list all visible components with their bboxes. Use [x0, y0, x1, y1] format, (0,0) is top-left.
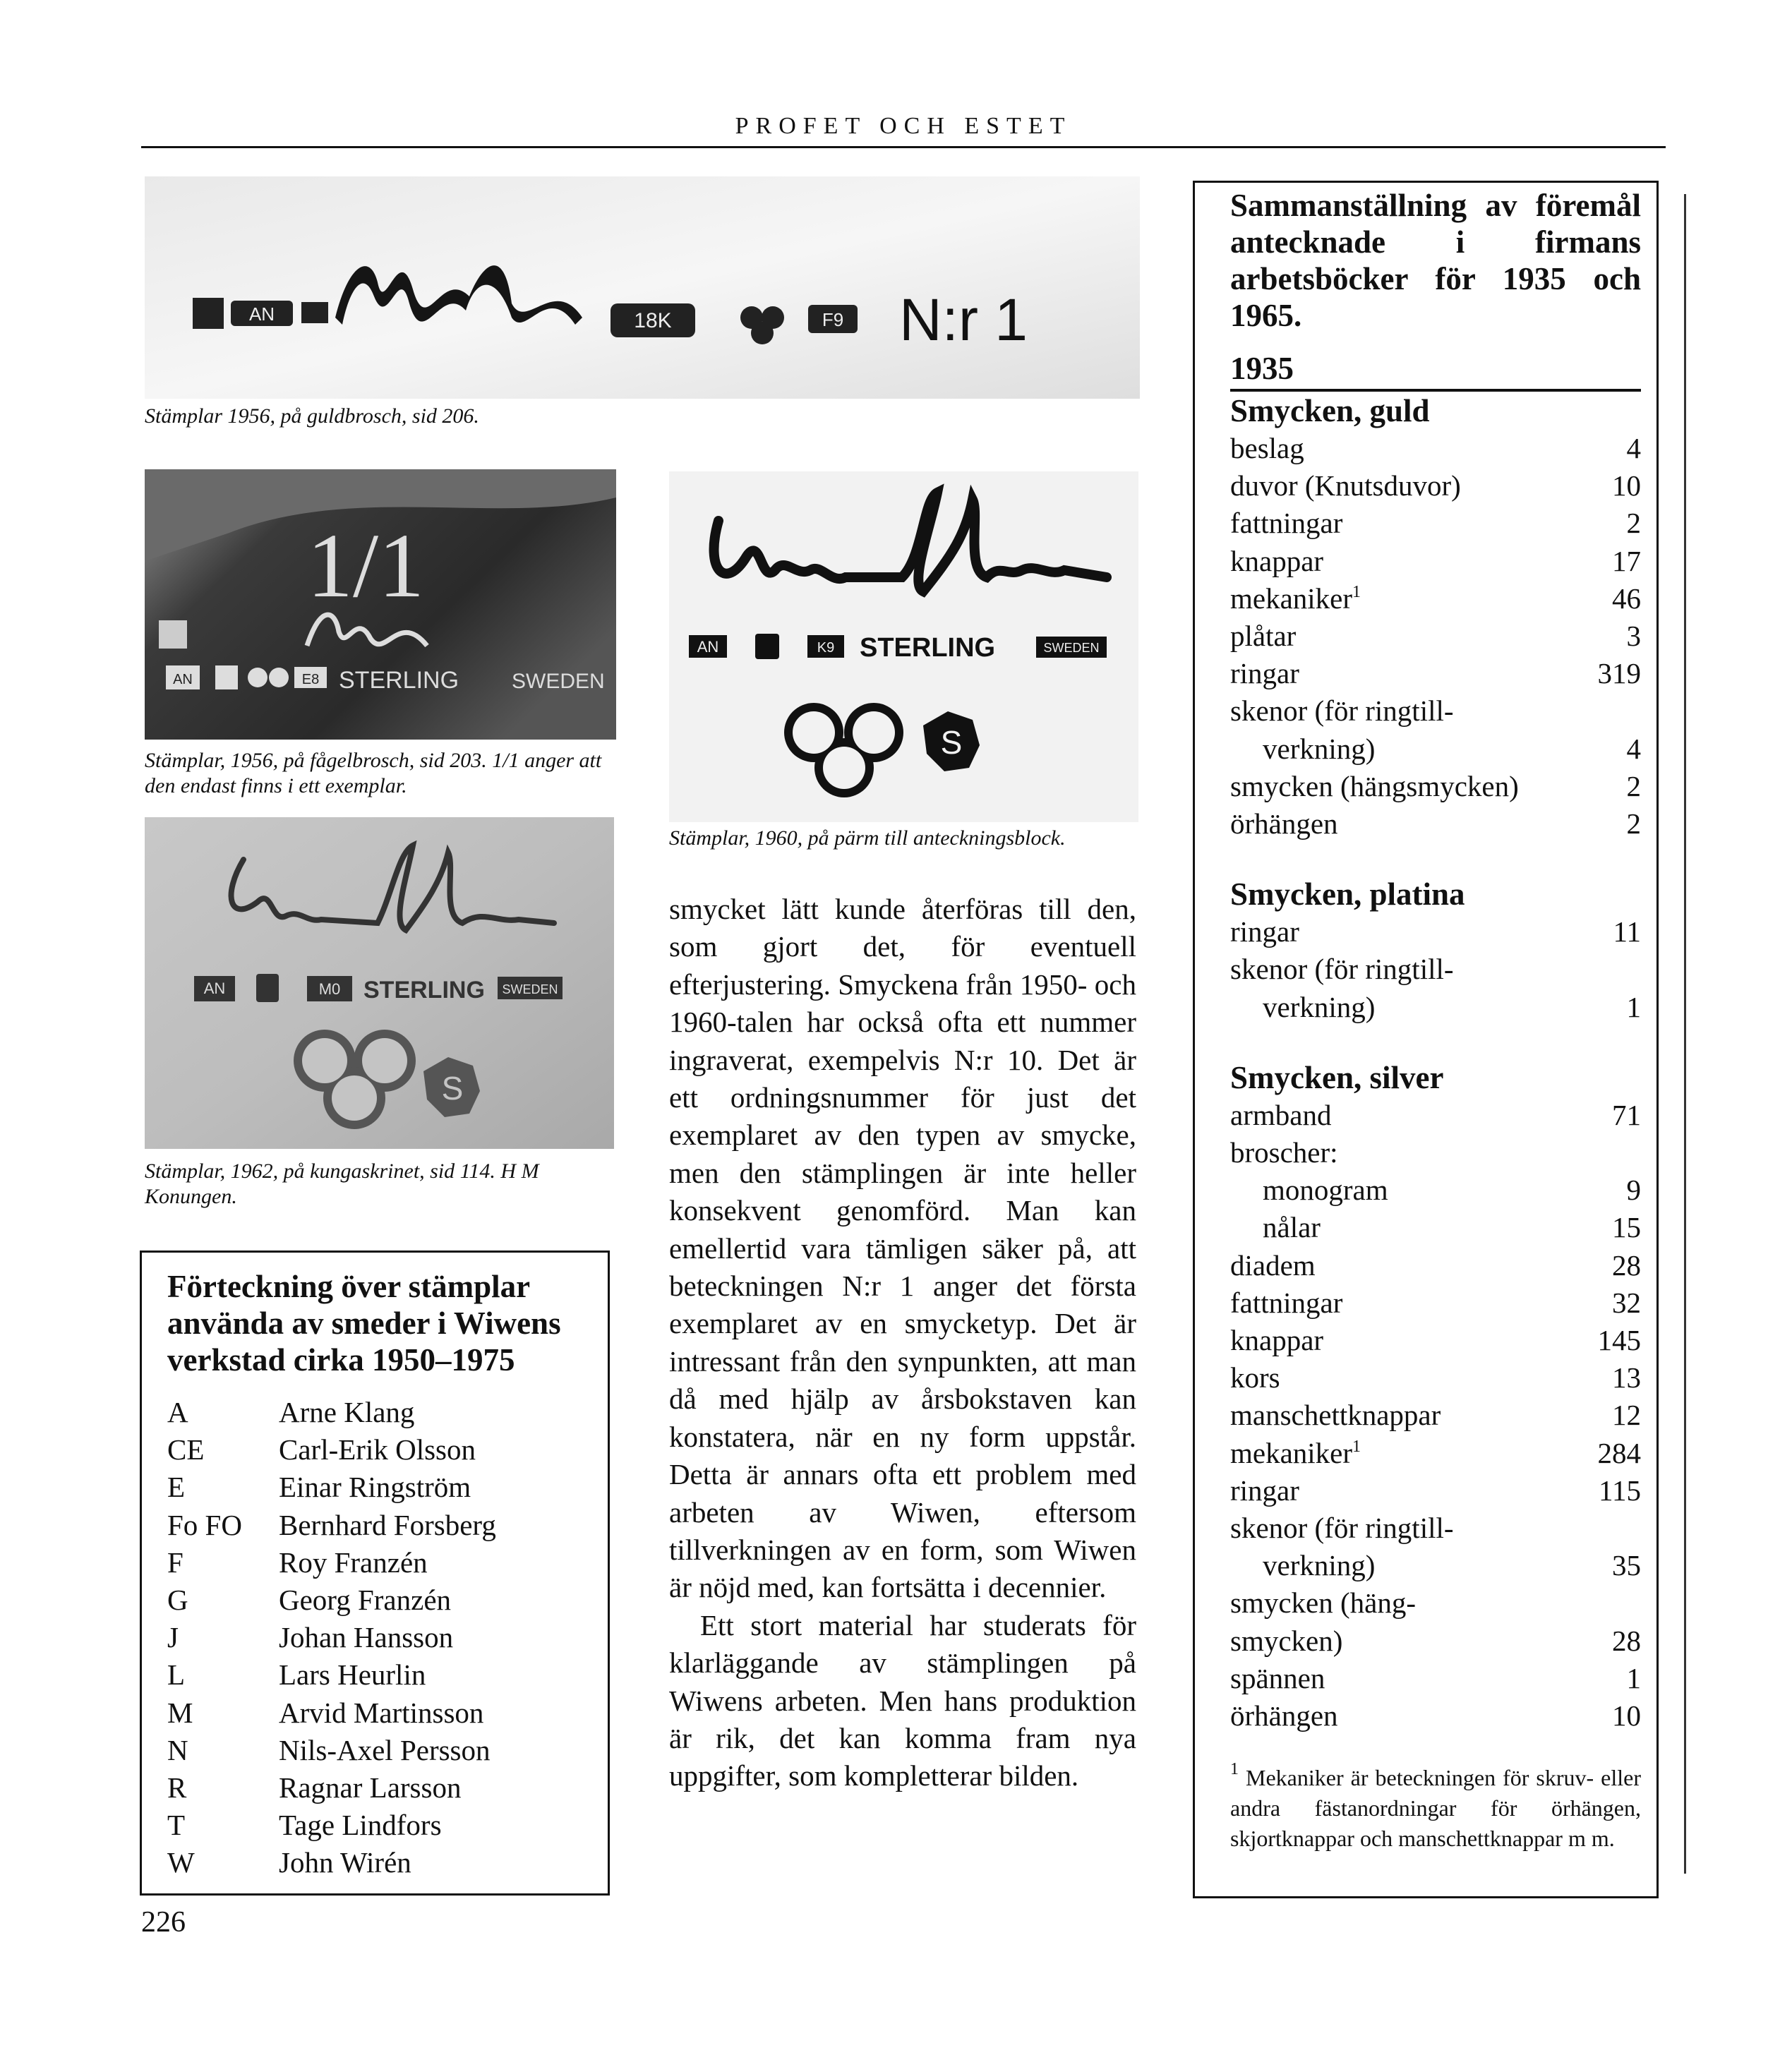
footnote-mark: 1 [1230, 1760, 1239, 1779]
item-count: 145 [1597, 1324, 1641, 1357]
item-label [1230, 989, 1375, 1026]
photo2-fraction: 1/1 [307, 515, 425, 617]
item-label [1230, 1134, 1338, 1171]
photo4-mark-an: AN [203, 980, 226, 997]
item-label-text: manschettknappar [1230, 1399, 1441, 1432]
photo3-mark-an: AN [697, 638, 719, 656]
maker-mark-row [167, 1507, 608, 1544]
maker-mark-row [167, 1769, 608, 1807]
table-row [1230, 1209, 1641, 1246]
table-row [1230, 951, 1641, 988]
item-label [1230, 655, 1299, 692]
item-count: 2 [1626, 769, 1641, 802]
caption-photo-2: Stämplar, 1956, på fågelbrosch, sid 203. 1/1 anger att den endast finns i ett exemplar. [145, 749, 602, 797]
table-row [1230, 655, 1641, 692]
item-label-text: knappar [1230, 1324, 1324, 1357]
maker-mark-row [167, 1469, 608, 1506]
item-count: 12 [1612, 1399, 1641, 1432]
photo-hallmarks-bird-brooch [145, 469, 616, 740]
maker-mark-row [167, 1544, 608, 1581]
item-label [1230, 805, 1338, 843]
item-count: 35 [1612, 1549, 1641, 1582]
photo1-mark-f9: F9 [822, 309, 844, 330]
maker-name: Georg Franzén [279, 1584, 452, 1617]
body-text [669, 891, 1136, 1795]
item-label-text: smycken (hängsmycken) [1230, 769, 1519, 802]
footnote-text: Mekaniker är beteckningen för skruv- eller andra fästanordningar för örhängen, skjortknappar och manschettknappar m m. [1230, 1765, 1642, 1852]
photo3-mark-sweden: SWEDEN [1043, 641, 1100, 655]
table-row [1230, 1322, 1641, 1359]
item-label [1230, 1171, 1388, 1209]
maker-name: Ragnar Larsson [279, 1771, 462, 1804]
maker-mark-row [167, 1431, 608, 1469]
maker-mark-row [167, 1807, 608, 1844]
svg-text:S: S [441, 1070, 464, 1107]
item-label-text: kors [1230, 1361, 1280, 1394]
item-label-text: smycken) [1230, 1624, 1343, 1657]
maker-marks-list [167, 1394, 608, 1882]
bird-brooch-illustration [145, 469, 616, 740]
inventory-table-box [1193, 181, 1659, 1898]
item-label-text: plåtar [1230, 620, 1297, 653]
item-label [1230, 1397, 1441, 1434]
table-row [1230, 768, 1641, 805]
maker-mark-code: F [167, 1545, 184, 1579]
table-row [1230, 730, 1641, 768]
maker-mark-code: L [167, 1658, 186, 1692]
item-label-text: broscher: [1230, 1136, 1338, 1169]
item-label-text: spännen [1230, 1661, 1325, 1694]
item-count: 13 [1612, 1361, 1641, 1394]
item-label-text: mekaniker [1230, 1436, 1353, 1469]
photo1-number-mark: N:r 1 [898, 287, 1028, 353]
item-label [1230, 1547, 1375, 1584]
maker-mark-row [167, 1694, 608, 1732]
table-row [1230, 1622, 1641, 1660]
photo-hallmarks-notebook-cover [669, 471, 1138, 822]
maker-name: Arvid Martinsson [279, 1696, 484, 1729]
photo4-mark-sweden: SWEDEN [502, 982, 558, 996]
item-count: 3 [1626, 620, 1641, 653]
footnote-ref: 1 [1352, 1437, 1361, 1456]
item-count: 2 [1626, 807, 1641, 840]
item-label [1230, 913, 1299, 951]
item-label-text: ringar [1230, 1474, 1299, 1507]
table-row [1230, 1435, 1641, 1472]
table-row [1230, 1284, 1641, 1322]
maker-mark-row [167, 1732, 608, 1769]
item-count: 4 [1626, 432, 1641, 464]
item-label [1230, 617, 1296, 655]
maker-mark-row [167, 1656, 608, 1694]
table-row [1230, 543, 1641, 580]
table-row [1230, 1397, 1641, 1434]
item-label-text: knappar [1230, 544, 1324, 577]
item-label [1230, 1247, 1316, 1284]
table-row [1230, 1660, 1641, 1697]
inventory-table-title: Sammanställning av föremål antecknade i firmans arbetsböcker för 1935 och 1965. [1230, 188, 1641, 333]
maker-mark-code: R [167, 1771, 187, 1804]
hallmark-strip-illustration [145, 176, 1140, 399]
item-count: 15 [1612, 1211, 1641, 1244]
photo3-mark-sterling: STERLING [860, 633, 996, 663]
maker-name: Bernhard Forsberg [279, 1508, 496, 1541]
body-paragraph: smycket lätt kunde återföras till den, som gjort det, för eventuell efterjustering. Smyckena från 1950- och 1960-talen har också ofta ett nummer ingraverat, exempelvis N:r 10. Det är ett ordningsnummer för just det exemplaret av den typen av smycke, men den stämplingen är inte heller konsekvent genomförd. Man kan emellertid vara tämligen säker på, att beteckningen N:r 1 anger det första exemplaret av en smycketyp. Det är intressant från den synpunkten, att man då med hjälp av årsbokstaven kan konstatera, när en ny form uppstår. Detta är annars ofta ett problem med arbeten av Wiwen, eftersom tillverkningen av en form, som Wiwen är nöjd med, kan fortsätta i decennier. [669, 893, 1136, 1604]
photo2-mark-sterling: STERLING [339, 667, 459, 694]
table-row [1230, 617, 1641, 655]
item-label [1230, 1284, 1342, 1322]
table-row [1230, 467, 1641, 505]
item-count: 284 [1597, 1436, 1641, 1469]
maker-mark-row [167, 1581, 608, 1619]
table-row [1230, 1247, 1641, 1284]
photo1-mark-an: AN [248, 303, 275, 325]
item-label [1230, 1097, 1331, 1134]
item-count: 32 [1612, 1286, 1641, 1319]
category-heading: Smycken, platina [1230, 876, 1465, 912]
item-label-text: verkning) [1263, 990, 1376, 1023]
item-label [1230, 1435, 1361, 1472]
maker-name: Carl-Erik Olsson [279, 1433, 476, 1466]
item-label-text: skenor (för ringtill- [1230, 953, 1454, 986]
maker-mark-code: T [167, 1809, 186, 1842]
item-label [1230, 1209, 1321, 1246]
item-label [1230, 1472, 1299, 1509]
table-footnote [1230, 1760, 1642, 1854]
item-count: 319 [1597, 657, 1641, 690]
photo2-mark-sweden: SWEDEN [512, 670, 605, 693]
running-head: PROFET OCH ESTET [735, 113, 1072, 139]
item-label [1230, 505, 1342, 542]
item-count: 46 [1612, 581, 1641, 615]
photo2-mark-an: AN [173, 672, 193, 687]
table-row [1230, 1509, 1641, 1547]
table-row [1230, 805, 1641, 843]
maker-mark-code: CE [167, 1433, 205, 1466]
category-heading: Smycken, guld [1230, 393, 1430, 428]
item-label-text: armband [1230, 1098, 1332, 1131]
item-label [1230, 543, 1323, 580]
header-rule [141, 146, 1666, 148]
item-count: 1 [1626, 990, 1641, 1023]
page-number: 226 [141, 1906, 186, 1939]
item-label-text: duvor (Knutsduvor) [1230, 469, 1461, 502]
maker-name: Tage Lindfors [279, 1809, 442, 1842]
maker-mark-code: G [167, 1584, 188, 1617]
table-year: 1935 [1230, 351, 1294, 386]
photo4-mark-m0: M0 [318, 980, 341, 998]
table-row [1230, 1584, 1641, 1622]
table-row [1230, 1697, 1641, 1735]
maker-name: Roy Franzén [279, 1545, 428, 1579]
item-label-text: skenor (för ringtill- [1230, 1512, 1454, 1545]
body-paragraph: Ett stort material har studerats för klarläggande av stämplingen på Wiwens arbeten. Men hans produktion är rik, det kan komma fram nya uppgifter, som kompletterar bilden. [669, 1608, 1136, 1792]
table-row [1230, 1171, 1641, 1209]
footnote-ref: 1 [1352, 582, 1361, 601]
caption-photo-3: Stämplar, 1960, på pärm till anteckningsblock. [669, 826, 1066, 850]
photo2-mark-e8: E8 [301, 672, 320, 687]
item-label [1230, 1509, 1454, 1547]
table-row [1230, 1547, 1641, 1584]
item-count: 11 [1613, 915, 1641, 948]
item-label [1230, 1660, 1325, 1697]
category-heading: Smycken, silver [1230, 1059, 1444, 1095]
item-label-text: beslag [1230, 432, 1304, 464]
item-label [1230, 768, 1519, 805]
maker-mark-code: J [167, 1621, 179, 1654]
item-label-text: skenor (för ringtill- [1230, 694, 1454, 728]
item-label-text: smycken (häng- [1230, 1586, 1416, 1620]
item-label [1230, 430, 1304, 467]
table-row [1230, 1097, 1641, 1134]
item-label-text: nålar [1263, 1211, 1321, 1244]
svg-text:S: S [940, 724, 963, 761]
photo4-mark-sterling: STERLING [363, 977, 485, 1004]
table-row [1230, 692, 1641, 730]
table-side-rule [1684, 194, 1686, 1874]
table-row [1230, 989, 1641, 1026]
maker-name: Nils-Axel Persson [279, 1733, 491, 1766]
item-label-text: verkning) [1263, 1549, 1376, 1582]
kings-casket-illustration [145, 817, 614, 1149]
item-count: 17 [1612, 544, 1641, 577]
maker-marks-box [140, 1251, 610, 1896]
item-label-text: fattningar [1230, 1286, 1343, 1319]
assay-mark-icon [193, 298, 224, 329]
item-label [1230, 1697, 1338, 1735]
item-label [1230, 1359, 1280, 1397]
maker-name: Lars Heurlin [279, 1658, 426, 1692]
item-label-text: diadem [1230, 1248, 1316, 1282]
item-count: 115 [1599, 1474, 1641, 1507]
item-label [1230, 580, 1361, 617]
item-label-text: monogram [1263, 1174, 1388, 1207]
item-count: 2 [1626, 507, 1641, 540]
table-row [1230, 1134, 1641, 1171]
caption-photo-4: Stämplar, 1962, på kungaskrinet, sid 114. H M Konungen. [145, 1159, 539, 1208]
item-label-text: mekaniker [1230, 581, 1353, 615]
maker-marks-title: Förteckning över stämplar använda av smeder i Wiwens verkstad cirka 1950–1975 [167, 1269, 561, 1378]
maker-mark-row [167, 1844, 608, 1881]
table-row [1230, 580, 1641, 617]
maker-mark-code: E [167, 1471, 186, 1504]
maker-name: Johan Hansson [279, 1621, 454, 1654]
item-label-text: fattningar [1230, 507, 1343, 540]
item-label [1230, 730, 1375, 768]
table-row [1230, 913, 1641, 951]
table-row [1230, 505, 1641, 542]
item-label-text: ringar [1230, 915, 1299, 948]
maker-mark-code: N [167, 1733, 188, 1766]
item-label [1230, 1584, 1416, 1622]
photo1-mark-18k: 18K [634, 309, 672, 332]
item-count: 9 [1626, 1174, 1641, 1207]
table-row [1230, 1359, 1641, 1397]
maker-mark-code: A [167, 1396, 188, 1428]
photo-hallmarks-gold-brooch [145, 176, 1140, 399]
item-label-text: örhängen [1230, 1699, 1338, 1732]
maker-mark-row [167, 1394, 608, 1431]
item-label-text: örhängen [1230, 807, 1338, 840]
item-count: 1 [1626, 1661, 1641, 1694]
maker-name: John Wirén [279, 1846, 411, 1879]
notebook-cover-illustration [669, 471, 1138, 822]
maker-mark-row [167, 1619, 608, 1656]
maker-mark-code: Fo FO [167, 1508, 242, 1541]
item-count: 71 [1612, 1098, 1641, 1131]
maker-name: Einar Ringström [279, 1471, 471, 1504]
item-label [1230, 692, 1454, 730]
item-label-text: ringar [1230, 657, 1299, 690]
maker-mark-code: M [167, 1696, 193, 1729]
item-count: 28 [1612, 1248, 1641, 1282]
caption-photo-1: Stämplar 1956, på guldbrosch, sid 206. [145, 404, 479, 428]
item-label-text: verkning) [1263, 732, 1376, 765]
inventory-groups [1230, 392, 1641, 1735]
table-row [1230, 1472, 1641, 1509]
item-label [1230, 467, 1461, 505]
maker-mark-code: W [167, 1846, 195, 1879]
maker-name: Arne Klang [279, 1396, 415, 1428]
photo-hallmarks-kings-casket [145, 817, 614, 1149]
item-count: 10 [1612, 469, 1641, 502]
item-count: 28 [1612, 1624, 1641, 1657]
item-count: 4 [1626, 732, 1641, 765]
item-label [1230, 1622, 1342, 1660]
table-row [1230, 430, 1641, 467]
item-label [1230, 951, 1454, 988]
item-count: 10 [1612, 1699, 1641, 1732]
photo3-mark-k9: K9 [817, 640, 835, 656]
item-label [1230, 1322, 1323, 1359]
